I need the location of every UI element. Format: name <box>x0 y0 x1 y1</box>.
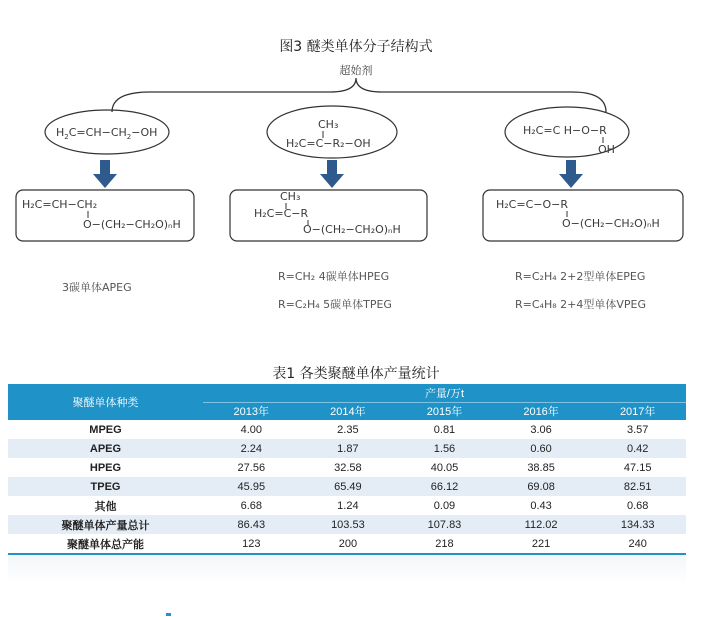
table-row <box>8 534 686 554</box>
epeg-precursor-formula: H₂C=C H−O−R <box>523 124 607 137</box>
hpeg-line2: O−(CH₂−CH₂O)ₙH <box>303 223 401 236</box>
row-label: HPEG <box>89 461 122 474</box>
hpeg-line1: H₂C=C−R <box>254 207 309 220</box>
cell: 3.57 <box>626 423 649 436</box>
row-label: 其他 <box>94 500 117 513</box>
epeg-arrow-head <box>559 174 583 188</box>
cell: 27.56 <box>237 461 266 474</box>
cell: 112.02 <box>493 515 590 534</box>
apeg-arrow-head <box>93 174 117 188</box>
row-label: 聚醚单体总产能 <box>8 534 203 554</box>
tpeg-label: R=C₂H₄ 5碳单体TPEG <box>278 298 392 311</box>
table-row <box>8 458 686 477</box>
cell: 86.43 <box>203 515 300 534</box>
year-header: 2017年 <box>589 402 686 420</box>
cell: 65.49 <box>300 477 397 496</box>
cell: 134.33 <box>589 515 686 534</box>
cell: 32.58 <box>334 461 362 474</box>
cell: 0.09 <box>433 499 456 512</box>
cell: 2.35 <box>337 423 359 436</box>
year-header: 2015年 <box>396 402 493 420</box>
group-header: 产量/万t <box>203 384 686 402</box>
cell: 221 <box>493 534 590 554</box>
f1d: 2 <box>126 133 132 141</box>
cell: 1.56 <box>396 439 493 458</box>
arrow-down-icons <box>93 160 583 188</box>
cell: 0.42 <box>589 439 686 458</box>
table-row <box>8 439 686 458</box>
row-label: MPEG <box>89 423 122 436</box>
cell: 0.81 <box>433 423 456 436</box>
epeg-line1: H₂C=C−O−R <box>496 198 568 211</box>
cell: 38.85 <box>527 461 555 474</box>
apeg-arrow-shaft <box>100 160 110 174</box>
row-label: 聚醚单体产量总计 <box>8 515 203 534</box>
epeg-precursor-oh: OH <box>598 143 615 156</box>
hpeg-arrow-shaft <box>327 160 337 174</box>
table-shadow <box>8 556 686 584</box>
apeg-label: 3碳单体APEG <box>62 281 132 294</box>
accent-dot <box>166 613 171 616</box>
table-row <box>8 496 686 515</box>
table-row <box>8 477 686 496</box>
table-title: 表1 各类聚醚单体产量统计 <box>272 366 440 382</box>
f1a: H <box>56 126 65 139</box>
cell: 240 <box>589 534 686 554</box>
epeg-arrow-shaft <box>566 160 576 174</box>
f1c: C=CH−CH <box>68 126 127 139</box>
epeg-line2: O−(CH₂−CH₂O)ₙH <box>562 217 660 230</box>
apeg-precursor-formula <box>56 126 157 141</box>
hpeg-box-methyl: CH₃ <box>280 190 301 203</box>
figure-title: 图3 醚类单体分子结构式 <box>279 39 433 55</box>
cell: 103.53 <box>300 515 397 534</box>
cell: 123 <box>203 534 300 554</box>
hpeg-precursor-ellipse <box>267 106 397 158</box>
cell: 1.87 <box>300 439 397 458</box>
cell: 69.08 <box>493 477 590 496</box>
vpeg-label: R=C₄H₈ 2+4型单体VPEG <box>515 298 646 311</box>
cell: 47.15 <box>623 461 652 474</box>
cell: 200 <box>300 534 397 554</box>
cell: 0.60 <box>493 439 590 458</box>
hpeg-label: R=CH₂ 4碳单体HPEG <box>278 270 390 283</box>
cell: 66.12 <box>396 477 493 496</box>
cell: 2.24 <box>203 439 300 458</box>
year-header: 2014年 <box>300 402 397 420</box>
cell: 218 <box>396 534 493 554</box>
table-row <box>8 420 686 439</box>
row-label: TPEG <box>8 477 203 496</box>
table-row <box>8 515 686 534</box>
cell: 0.43 <box>530 499 552 512</box>
epeg-label: R=C₂H₄ 2+2型单体EPEG <box>515 270 646 283</box>
row-header: 聚醚单体种类 <box>8 384 203 420</box>
branch-brace <box>112 78 606 112</box>
cell: 4.00 <box>240 423 262 436</box>
initiator-label: 超始剂 <box>339 64 373 77</box>
f1e: −OH <box>131 126 158 139</box>
cell: 3.06 <box>530 423 552 436</box>
cell: 0.68 <box>626 499 649 512</box>
production-table <box>8 384 686 555</box>
cell: 45.95 <box>203 477 300 496</box>
apeg-line2: O−(CH₂−CH₂O)ₙH <box>83 218 181 231</box>
cell: 107.83 <box>396 515 493 534</box>
f1b: 2 <box>64 133 69 141</box>
cell: 6.68 <box>240 499 262 512</box>
cell: 82.51 <box>589 477 686 496</box>
cell: 1.24 <box>337 499 359 512</box>
cell: 40.05 <box>430 461 459 474</box>
hpeg-precursor-formula: H₂C=C−R₂−OH <box>286 137 371 150</box>
row-label: APEG <box>8 439 203 458</box>
year-header: 2013年 <box>203 402 300 420</box>
hpeg-precursor-methyl: CH₃ <box>318 118 339 131</box>
apeg-line1: H₂C=CH−CH₂ <box>22 198 98 211</box>
year-header: 2016年 <box>493 402 590 420</box>
hpeg-arrow-head <box>320 174 344 188</box>
